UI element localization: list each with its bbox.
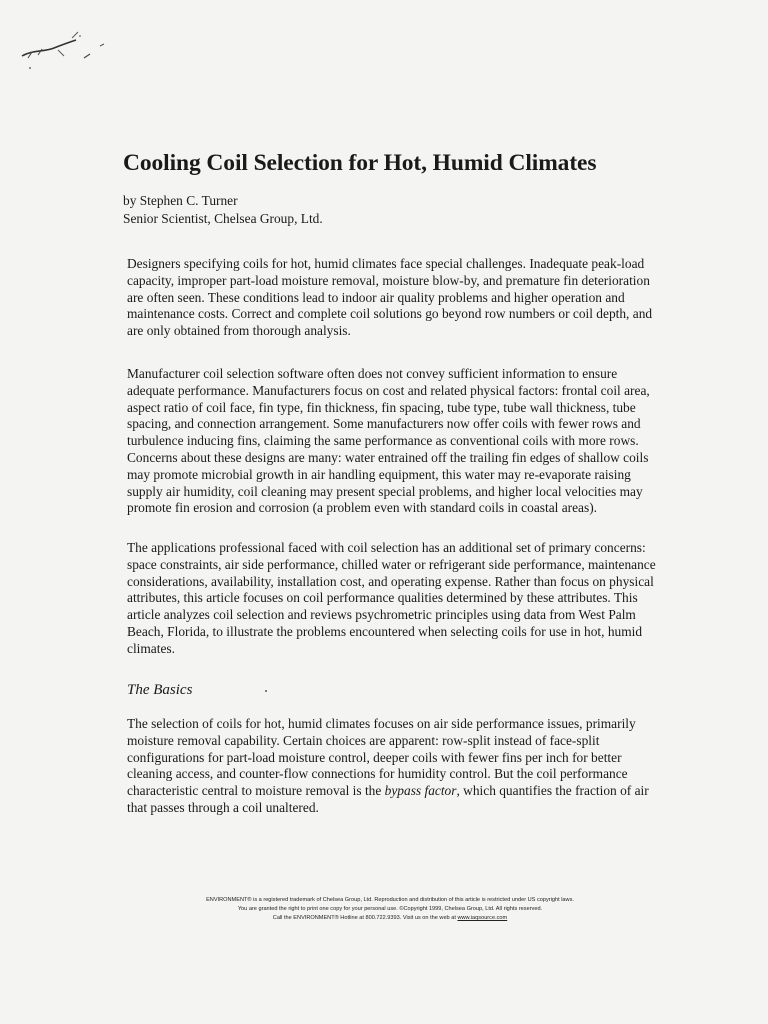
footer-line-trademark: ENVIRONMENT® is a registered trademark of Chelsea Group, Ltd. Reproduction and distribution of this article is restricted under US copyright laws.: [206, 897, 574, 903]
footer-website-link[interactable]: www.iaqsource.com: [457, 915, 508, 921]
section-heading-basics: The Basics: [127, 682, 193, 698]
document-title: Cooling Coil Selection for Hot, Humid Climates: [123, 150, 597, 176]
footer-line-hotline: [170, 914, 610, 923]
paragraph-applications-professional: The applications professional faced with coil selection has an additional set of primary concerns: space constraints, air side performance, chilled water or refrigerant side performance, maintenance considerations, availability, installation cost, and operating expense. Rather than focus on physical attributes, this article focuses on coil performance qualities determined by these attributes. This article analyzes coil selection and reviews psychrometric principles using data from West Palm Beach, Florida, to illustrate the problems encountered when selecting coils for use in hot, humid climates.: [127, 540, 656, 656]
copyright-footer: [170, 896, 610, 923]
paragraph-intro: Designers specifying coils for hot, humid climates face special challenges. Inadequate peak-load capacity, improper part-load moisture removal, moisture blow-by, and premature fin deterioration are often seen. These conditions lead to indoor air quality problems and higher operation and maintenance costs. Correct and complete coil solutions go beyond row numbers or coil depth, and are only obtained from thorough analysis.: [127, 256, 653, 339]
byline: [123, 192, 323, 228]
paragraph-basics: [127, 716, 657, 817]
bypass-factor-term: bypass factor: [384, 783, 457, 799]
stray-mark: [265, 690, 267, 692]
author-line: by Stephen C. Turner: [123, 193, 238, 208]
author-affiliation: Senior Scientist, Chelsea Group, Ltd.: [123, 211, 323, 226]
footer-line-copyright: You are granted the right to print one copy for your personal use. ©Copyright 1999, Chelsea Group, Ltd. All rights reserved.: [237, 906, 543, 912]
footer-hotline-text: Call the ENVIRONMENT® Hotline at 800.722.9393. Visit us on the web at: [272, 915, 458, 921]
basics-text-after: , which quantifies the fraction of air that passes through a coil unaltered.: [127, 783, 649, 815]
basics-text-before: The selection of coils for hot, humid climates focuses on air side performance issues, primarily moisture removal capability. Certain choices are apparent: row-split instead of face-split configurations for part-load moisture control, deeper coils with fewer fins per inch for better cleaning access, and counter-flow connections for humidity control. But the coil performance characteristic central to moisture removal is the: [127, 716, 636, 799]
paragraph-manufacturer-software: Manufacturer coil selection software often does not convey sufficient information to ensure adequate performance. Manufacturers focus on cost and related physical factors: frontal coil area, aspect ratio of coil face, fin type, fin thickness, fin spacing, tube type, tube wall thickness, tube spacing, and connection arrangement. Some manufacturers now offer coils with fewer rows and turbulence inducing fins, claiming the same performance as conventional coils with more rows. Concerns about these designs are many: water entrained off the trailing fin edges of shallow coils may promote microbial growth in air handling equipment, this water may re-evaporate raising supply air humidity, coil cleaning may present special problems, and higher local velocities may promote fin erosion and corrosion (a problem even with standard coils in coastal areas).: [127, 366, 650, 516]
handwritten-mark-icon: [18, 28, 118, 78]
